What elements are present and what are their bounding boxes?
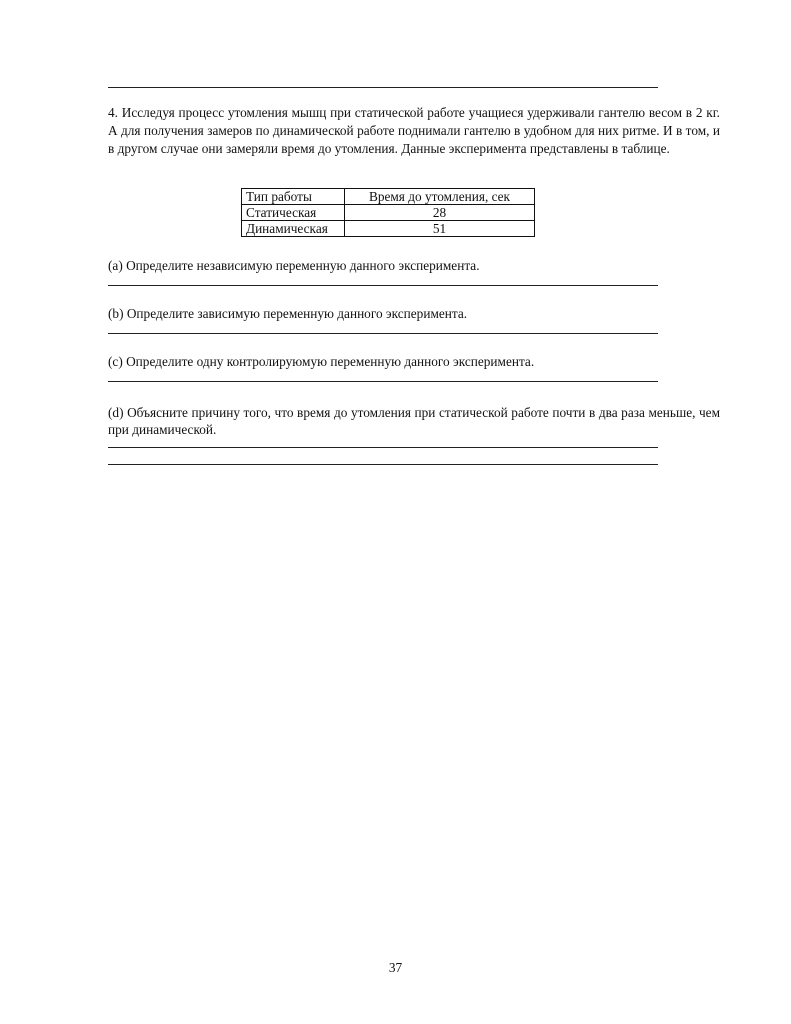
table-cell-time: 28: [345, 205, 535, 221]
question-b: (b) Определите зависимую переменную данного эксперимента.: [108, 306, 468, 321]
table-cell-type: Статическая: [242, 205, 345, 221]
answer-line-d2[interactable]: [108, 464, 658, 465]
table-row: [242, 221, 535, 237]
answer-line-c[interactable]: [108, 381, 658, 382]
page-number: 37: [388, 960, 403, 975]
table-row: [242, 205, 535, 221]
question-a: (a) Определите независимую переменную данного эксперимента.: [108, 258, 480, 273]
answer-line-top: [108, 87, 658, 88]
table-header-type: Тип работы: [242, 189, 345, 205]
table-cell-time: 51: [345, 221, 535, 237]
answer-line-d1[interactable]: [108, 447, 658, 448]
table-cell-type: Динамическая: [242, 221, 345, 237]
answer-line-a[interactable]: [108, 285, 658, 286]
table-header-row: [242, 189, 535, 205]
question-d: (d) Объясните причину того, что время до утомления при статической работе почти в два раза меньше, чем при динамической.: [108, 405, 720, 437]
task-paragraph: [108, 104, 720, 158]
results-table: [241, 188, 535, 237]
answer-line-b[interactable]: [108, 333, 658, 334]
task-number: 4.: [108, 105, 118, 120]
task-text: Исследуя процесс утомления мышц при статической работе учащиеся удерживали гантелю весом в 2 кг. А для получения замеров по динамической работе поднимали гантелю в удобном для них ритме. И в том, и в другом случае они замеряли время до утомления. Данные эксперимента представлены в таблице.: [108, 105, 721, 156]
question-c: (c) Определите одну контролируюмую переменную данного эксперимента.: [108, 354, 535, 369]
table-header-time: Время до утомления, сек: [345, 189, 535, 205]
